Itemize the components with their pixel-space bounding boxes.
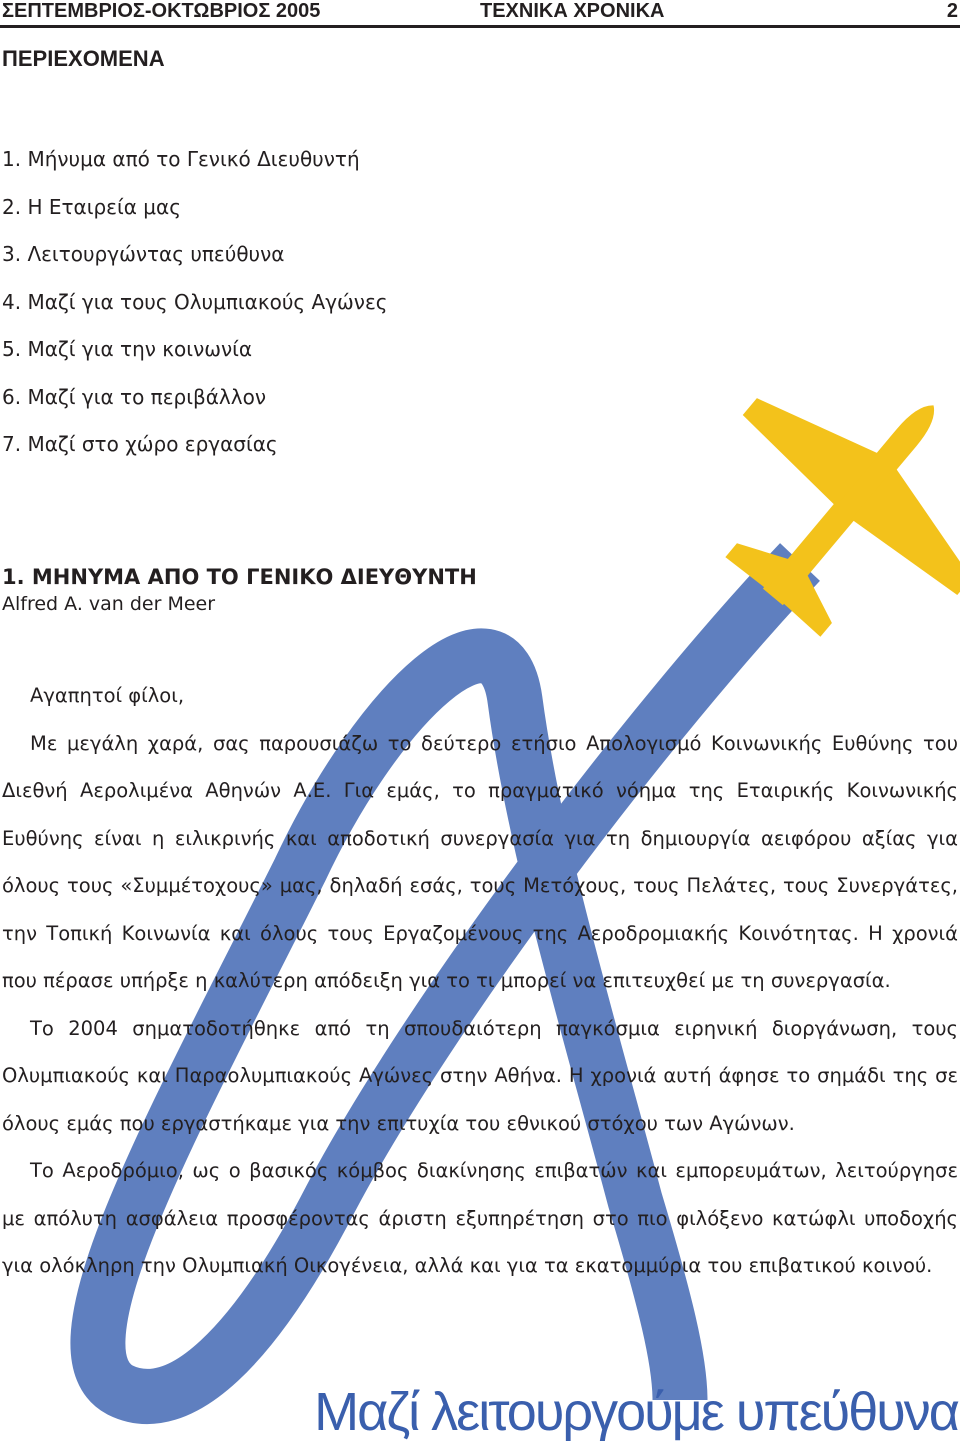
toc-item: 5. Μαζί για την κοινωνία — [2, 337, 253, 361]
paragraph: Το Αεροδρόμιο, ως ο βασικός κόμβος διακίνησης επιβατών και εμπορευμάτων, λειτούργησε με απόλυτη ασφάλεια προσφέροντας άριστη εξυπηρέτηση στο πιο φιλόξενο κατώφλι υποδοχής για ολόκληρη την Ολυμπιακή Οικογένεια, αλλά και για τα εκατομμύρια του επιβατικού κοινού. — [2, 1159, 958, 1277]
letter-body — [2, 672, 958, 1290]
toc-item: 3. Λειτουργώντας υπεύθυνα — [2, 242, 285, 266]
page-header — [0, 0, 960, 28]
greeting: Αγαπητοί φίλοι, — [30, 684, 185, 707]
paragraph: Το 2004 σηματοδοτήθηκε από τη σπουδαιότερη παγκόσμια ειρηνική διοργάνωση, τους Ολυμπιακούς και Παραολυμπιακούς Αγώνες στην Αθήνα. Η χρονιά αυτή άφησε το σημάδι της σε όλους εμάς που εργαστήκαμε για την επιτυχία του εθνικού στόχου των Αγώνων. — [2, 1016, 958, 1135]
toc-item: 6. Μαζί για το περιβάλλον — [2, 384, 267, 409]
header-date: ΣΕΠΤΕΜΒΡΙΟΣ-ΟΚΤΩΒΡΙΟΣ 2005 — [2, 0, 321, 22]
toc-item: 1. Μήνυμα από το Γενικό Διευθυντή — [2, 147, 360, 171]
paragraph: Με μεγάλη χαρά, σας παρουσιάζω το δεύτερο ετήσιο Απολογισμό Κοινωνικής Ευθύνης του Διεθνή Αερολιμένα Αθηνών Α.Ε. Για εμάς, το πραγματικό νόημα της Εταιρικής Κοινωνικής Ευθύνης είναι η ειλικρινής και αποδοτική συνεργασία για τη δημιουργία αειφόρου αξίας για όλους τους «Συμμέτοχους» μας, δηλαδή εσάς, τους Μετόχους, τους Πελάτες, τους Συνεργάτες, την Τοπική Κοινωνία και όλους τους Εργαζομένους της Αεροδρομιακής Κοινότητας. Η χρονιά που πέρασε υπήρξε η καλύτερη απόδειξη για το τι μπορεί να επιτευχθεί με τη συνεργασία. — [2, 731, 958, 992]
toc-title: ΠΕΡΙΕΧΟΜΕΝΑ — [2, 46, 165, 71]
author-name: Alfred A. van der Meer — [2, 593, 216, 615]
page-number: 2 — [946, 0, 958, 22]
section-title: 1. ΜΗΝΥΜΑ ΑΠΟ ΤΟ ΓΕΝΙΚΟ ΔΙΕΥΘΥΝΤΗ — [2, 565, 477, 589]
table-of-contents — [2, 136, 388, 469]
header-publication: ΤΕΧΝΙΚΑ ΧΡΟΝΙΚΑ — [480, 0, 665, 22]
toc-item: 4. Μαζί για τους Ολυμπιακούς Αγώνες — [2, 289, 388, 314]
toc-item: 2. Η Εταιρεία μας — [2, 194, 181, 219]
logo-slogan: Μαζί λειτουργούμε υπεύθυνα — [314, 1382, 958, 1442]
toc-item: 7. Μαζί στο χώρο εργασίας — [2, 432, 278, 456]
